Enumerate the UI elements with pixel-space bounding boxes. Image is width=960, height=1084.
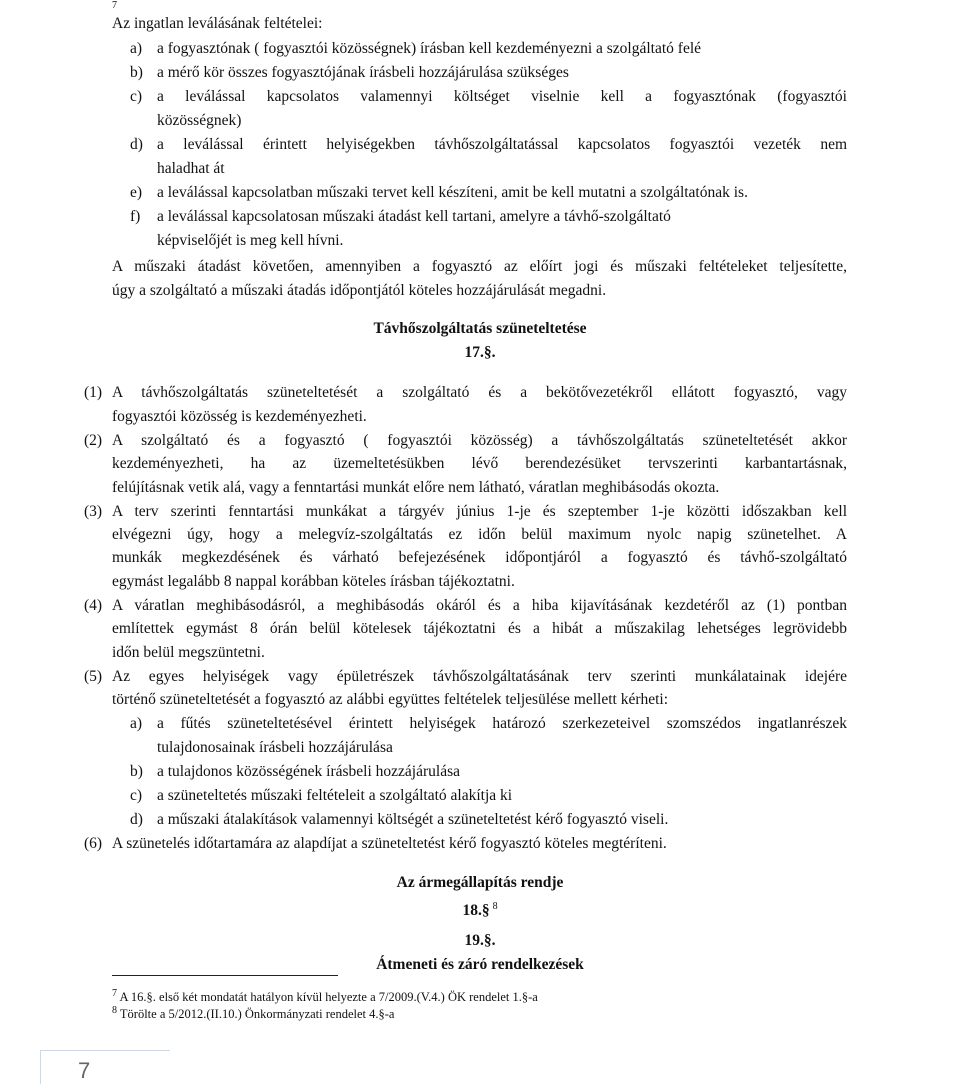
footnote-text: A 16.§. első két mondatát hatályon kívül helyezte a 7/2009.(V.4.) ÖK rendelet 1.§-a bbox=[119, 990, 538, 1005]
section-number bbox=[0, 897, 960, 921]
footnote-separator bbox=[112, 975, 338, 976]
footnote-text: Törölte a 5/2012.(II.10.) Önkormányzati rendelet 4.§-a bbox=[119, 1007, 395, 1022]
list-item-letter: d) bbox=[130, 811, 143, 828]
paragraph-line: munkák megkezdésének és várható befejezésének időpontjáról a fogyasztó és távhő-szolgáltató bbox=[112, 549, 847, 566]
paragraph-line: egymást legalább 8 nappal korábban köteles írásban tájékoztatni. bbox=[112, 573, 515, 590]
list-item-text-cont: képviselőjét is meg kell hívni. bbox=[157, 232, 344, 249]
paragraph-line: kezdeményezheti, ha az üzemeltetésükben lévő berendezésüket tervszerinti karbantartásnak, bbox=[112, 455, 847, 472]
paragraph-line: időn belül megszüntetni. bbox=[112, 644, 265, 661]
paragraph-line: elvégezni úgy, hogy a melegvíz-szolgáltatás ez időn belül maximum nyolc napig szünetelhet. A bbox=[112, 526, 847, 543]
list-item-letter: d) bbox=[130, 136, 143, 153]
list-item-text: a műszaki átalakítások valamennyi költségét a szüneteltetést kérő fogyasztó viseli. bbox=[157, 811, 669, 828]
paragraph-number: (5) bbox=[84, 668, 103, 685]
paragraph-line: A távhőszolgáltatás szüneteltetését a szolgáltató és a bekötővezetékről ellátott fogyasztó, vagy bbox=[112, 384, 847, 401]
footnote-ref-8: 8 bbox=[492, 901, 498, 912]
list-item-text: a tulajdonos közösségének írásbeli hozzájárulása bbox=[157, 763, 460, 780]
footnote-mark: 7 bbox=[112, 988, 117, 999]
paragraph-line: A műszaki átadást követően, amennyiben a fogyasztó az előírt jogi és műszaki feltételeket teljesítette, bbox=[112, 258, 847, 275]
list-item-text-cont: haladhat át bbox=[157, 160, 225, 177]
list-item-text: a mérő kör összes fogyasztójának írásbeli hozzájárulása szükséges bbox=[157, 64, 569, 81]
list-item-text-cont: tulajdonosainak írásbeli hozzájárulása bbox=[157, 739, 393, 756]
list-item-text: a leválással kapcsolatos valamennyi költséget viselnie kell a fogyasztónak (fogyasztói bbox=[157, 88, 847, 105]
footnote-ref-7: 7 bbox=[112, 0, 117, 11]
list-item-text-cont: közösségnek) bbox=[157, 112, 242, 129]
section-title: Távhőszolgáltatás szüneteltetése bbox=[373, 320, 587, 337]
page-number-box-top-border bbox=[40, 1050, 170, 1051]
paragraph-line: A szünetelés időtartamára az alapdíjat a szüneteltetést kérő fogyasztó köteles megtéríteni. bbox=[112, 835, 667, 852]
paragraph-number: (6) bbox=[84, 835, 103, 852]
paragraph-number: (2) bbox=[84, 432, 103, 449]
section-number-text: 18.§ bbox=[462, 902, 490, 920]
paragraph-number: (1) bbox=[84, 384, 103, 401]
paragraph-line: fogyasztói közösség is kezdeményezheti. bbox=[112, 408, 367, 425]
list-item-text: a leválással érintett helyiségekben távhőszolgáltatással kapcsolatos fogyasztói vezeték nem bbox=[157, 136, 847, 153]
list-item-letter: e) bbox=[130, 184, 143, 201]
paragraph-line: úgy a szolgáltató a műszaki átadás időpontjától köteles hozzájárulását megadni. bbox=[112, 282, 607, 299]
list-item-letter: a) bbox=[130, 40, 143, 57]
section-title: Átmeneti és záró rendelkezések bbox=[376, 956, 584, 973]
paragraph-line: történő szüneteltetését a fogyasztó az alábbi együttes feltételek teljesülése mellett kérheti: bbox=[112, 691, 669, 708]
section-title: Az ármegállapítás rendje bbox=[396, 874, 564, 891]
intro-heading: Az ingatlan leválásának feltételei: bbox=[112, 15, 323, 32]
section-number: 19.§. bbox=[464, 932, 496, 949]
list-item-text: a szüneteltetés műszaki feltételeit a szolgáltató alakítja ki bbox=[157, 787, 513, 804]
paragraph-number: (4) bbox=[84, 597, 103, 614]
section-number: 17.§. bbox=[464, 344, 496, 361]
list-item-letter: c) bbox=[130, 88, 143, 105]
list-item-letter: c) bbox=[130, 787, 143, 804]
list-item-letter: f) bbox=[130, 208, 141, 225]
list-item-text: a leválással kapcsolatosan műszaki átadást kell tartani, amelyre a távhő-szolgáltató bbox=[157, 208, 671, 225]
paragraph-line: A szolgáltató és a fogyasztó ( fogyasztói közösség) a távhőszolgáltatás szüneteltetését akkor bbox=[112, 432, 847, 449]
paragraph-line: A váratlan meghibásodásról, a meghibásodás okáról és a hiba kijavításának kezdetéről az (1) pontban bbox=[112, 597, 847, 614]
paragraph-line: említettek egymást 8 órán belül kötelesek tájékoztatni és a hibát a műszakilag lehetséges legrövidebb bbox=[112, 620, 847, 637]
list-item-letter: b) bbox=[130, 763, 143, 780]
list-item-text: a fogyasztónak ( fogyasztói közösségnek) írásban kell kezdeményezni a szolgáltató felé bbox=[157, 40, 702, 57]
paragraph-line: A terv szerinti fenntartási munkákat a tárgyév június 1-je és szeptember 1-je közötti időszakban kell bbox=[112, 503, 847, 520]
page-number: 7 bbox=[78, 1058, 91, 1083]
list-item-letter: b) bbox=[130, 64, 143, 81]
footnote bbox=[112, 1003, 394, 1022]
page-number-box-left-border bbox=[40, 1050, 41, 1084]
list-item-text: a leválással kapcsolatban műszaki tervet kell készíteni, amit be kell mutatni a szolgáltatónak is. bbox=[157, 184, 748, 201]
paragraph-line: Az egyes helyiségek vagy épületrészek távhőszolgáltatásának terv szerinti munkálatainak idejére bbox=[112, 668, 847, 685]
footnote-mark: 8 bbox=[112, 1005, 117, 1016]
list-item-letter: a) bbox=[130, 715, 143, 732]
paragraph-number: (3) bbox=[84, 503, 103, 520]
paragraph-line: felújításnak vetik alá, vagy a fenntartási munkát előre nem látható, váratlan meghibásodás okozta. bbox=[112, 479, 720, 496]
list-item-text: a fűtés szüneteltetésével érintett helyiségek határozó szerkezeteivel szomszédos ingatlanrészek bbox=[157, 715, 847, 732]
